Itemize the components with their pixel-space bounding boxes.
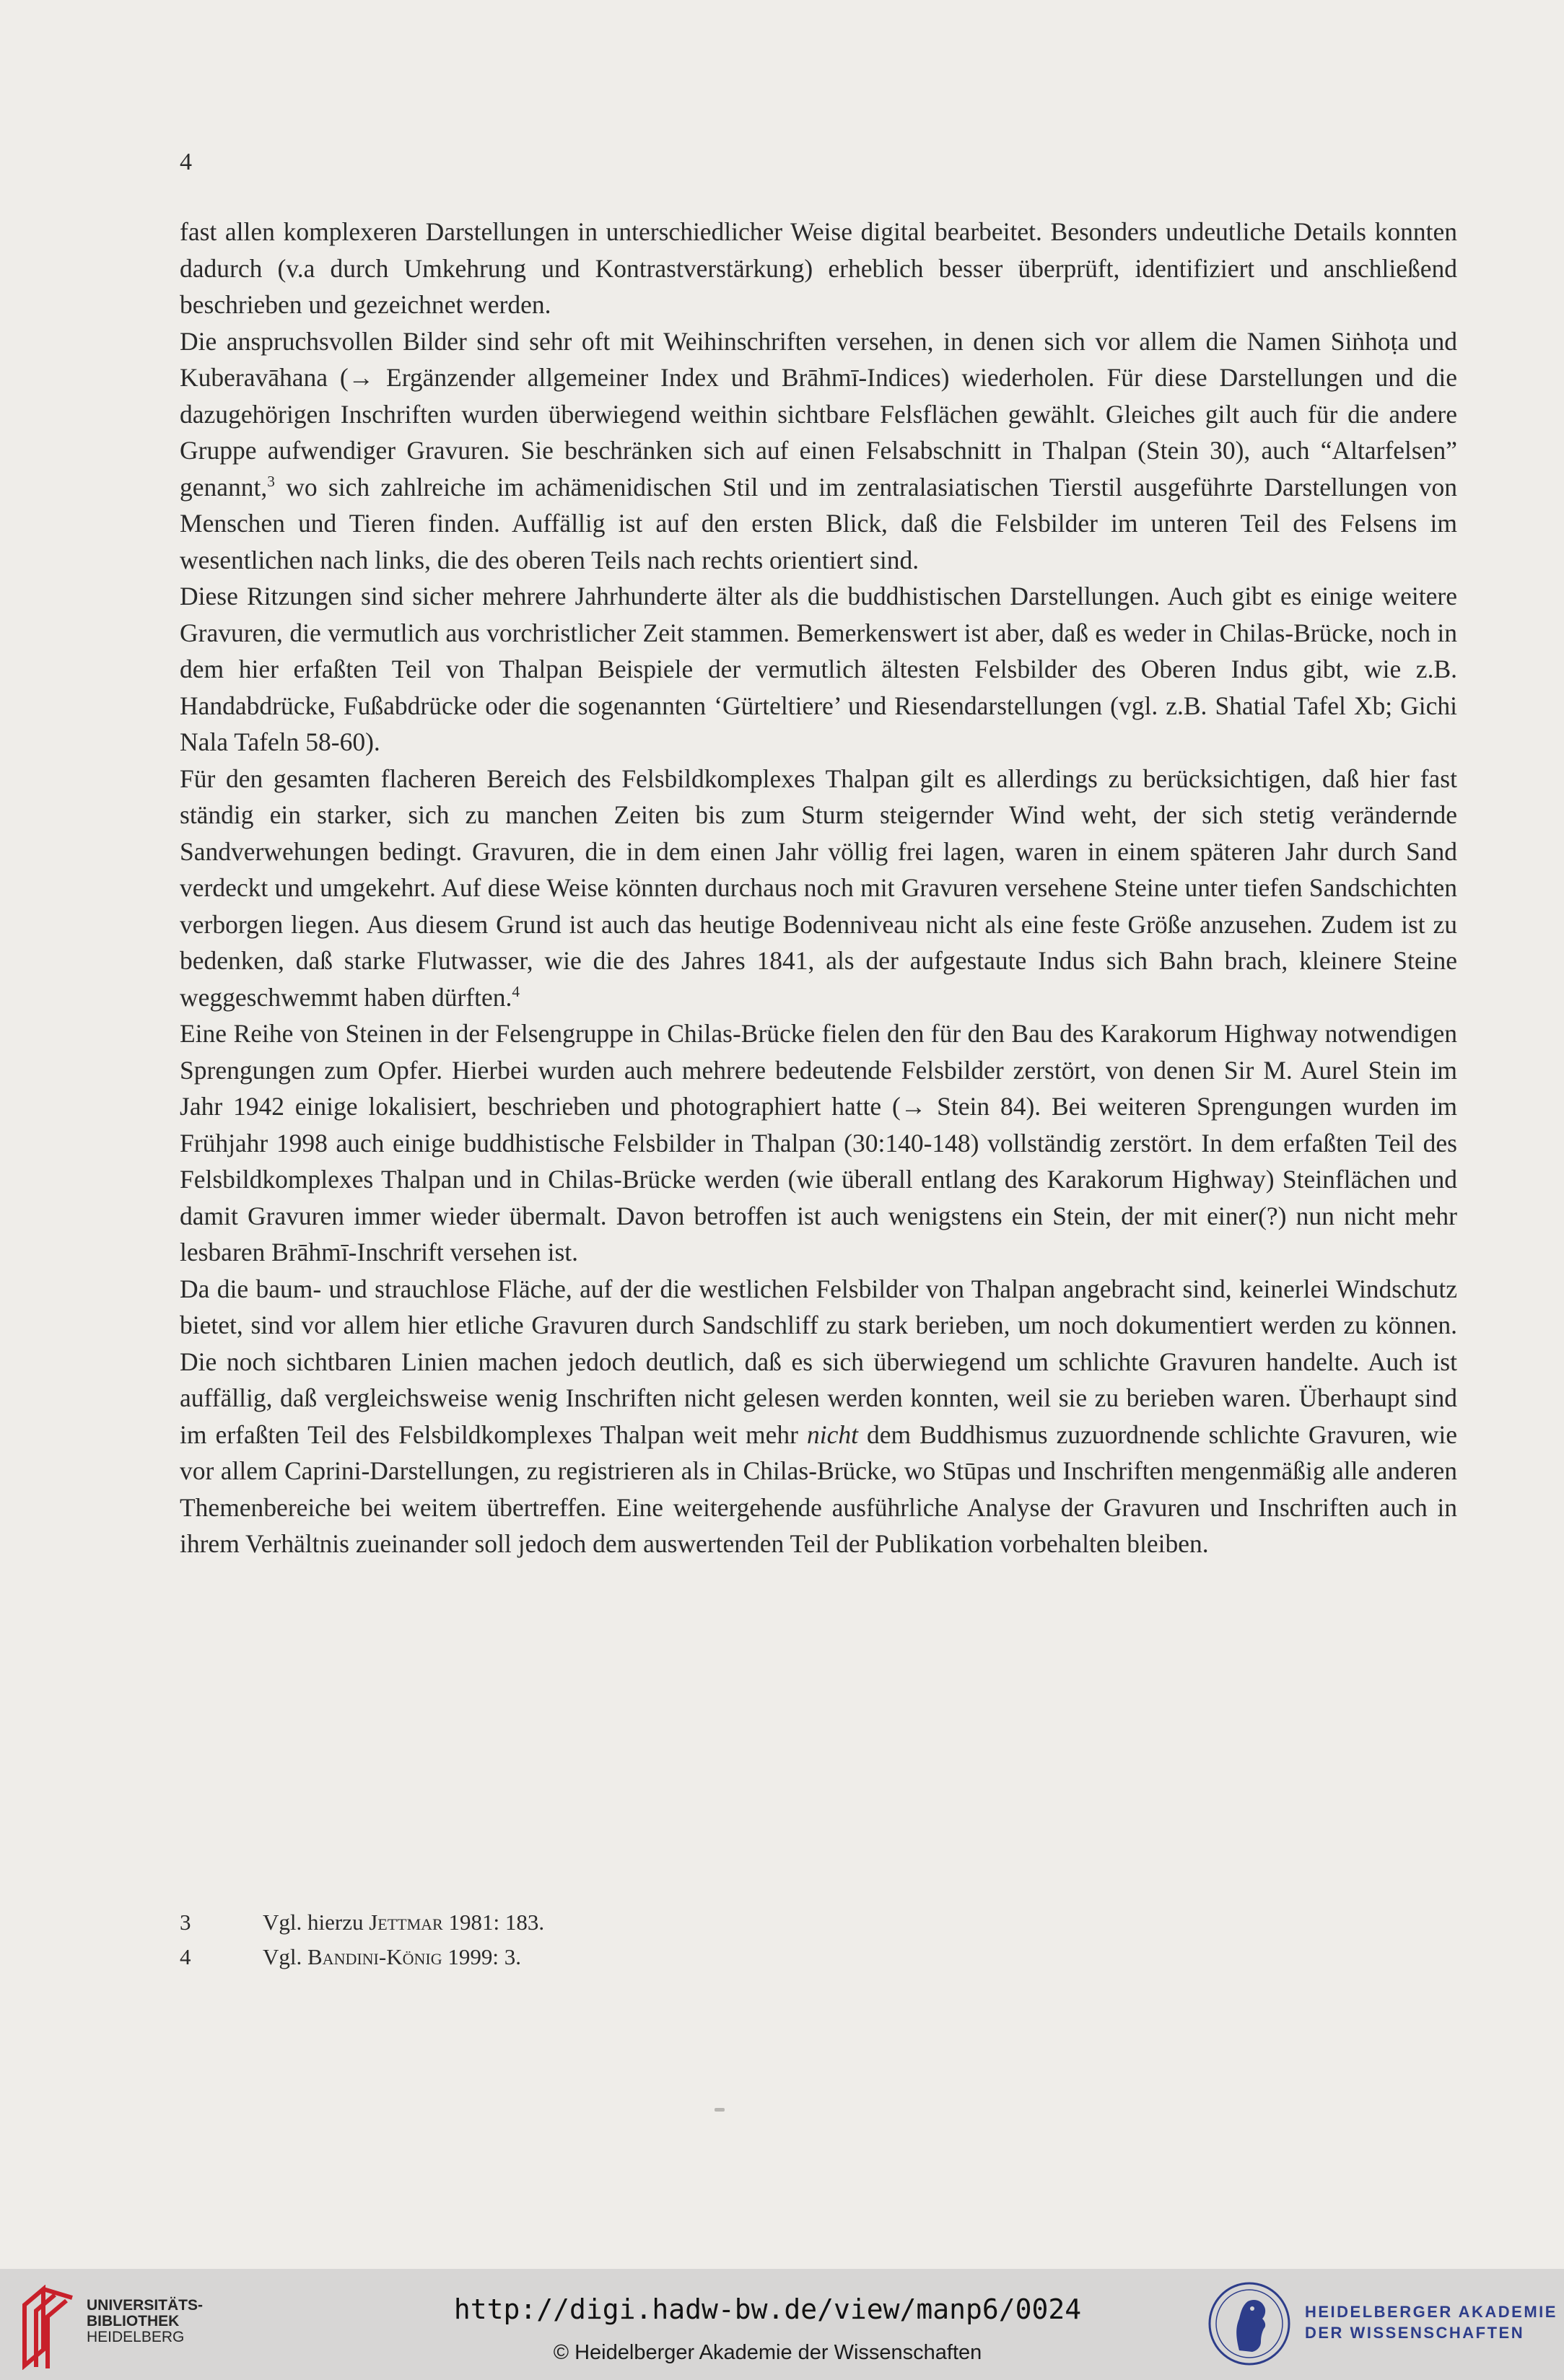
footnote-ref: 3	[267, 472, 275, 490]
stray-mark	[715, 2108, 725, 2112]
academy-seal-icon	[1207, 2281, 1291, 2366]
text-run: dem Buddhismus zuzuordnende schlichte Gravuren, wie vor allem Caprini-Darstellungen, zu registrieren als in Chilas-Brücke, wo Stūpas und Inschriften mengenmäßig alle anderen Themenbereiche bei weitem übertreffen. Eine weitergehende ausführliche Analyse der Gravuren und Inschriften auch in ihrem Verhältnis zueinander soll jedoch dem auswertenden Teil der Publikation vorbehalten bleiben.	[180, 1419, 1458, 1558]
body-paragraph	[180, 1271, 1457, 1562]
body-paragraph	[180, 578, 1457, 761]
footnote-3	[180, 1905, 1262, 1940]
footnotes	[180, 1905, 1262, 1974]
body-paragraph	[180, 1015, 1457, 1271]
digital-url[interactable]: http://digi.hadw-bw.de/view/manp6/0024	[453, 2293, 1082, 2325]
text-run: Da die baum- und strauchlose Fläche, auf der die westlichen Felsbilder von Thalpan angebracht sind, keinerlei Windschutz bietet, sind vor allem hier etliche Gravuren durch Sandschliff zu stark berieben, um noch dokumentiert werden zu können. Die noch sichtbaren Linien machen jedoch deutlich, daß es sich überwiegend um schlichte Gravuren handelte. Auch ist auffällig, daß vergleichsweise wenig Inschriften nicht gelesen werden konnten, weil sie zu berieben waren. Überhaupt sind im erfaßten Teil des Felsbildkomplexes Thalpan weit mehr	[180, 1274, 1457, 1449]
body-text	[180, 214, 1457, 1562]
page-number: 4	[180, 149, 192, 175]
footnote-author: Bandini-König	[307, 1944, 442, 1969]
text-run: Die anspruchsvollen Bilder sind sehr oft mit Weihinschriften versehen, in denen sich vor allem die Namen Siṅhoṭa und Kuberavāhana (→ Ergänzender allgemeiner Index und Brāhmī-Indices) wiederholen. Für diese Darstellungen und die dazugehörigen Inschriften wurden überwiegend weithin sichtbare Felsflächen gewählt. Gleiches gilt auch für die andere Gruppe aufwendiger Gravuren. Sie beschränken sich auf einen Felsabschnitt in Thalpan (Stein 30), auch “Altarfelsen” genannt,	[180, 326, 1457, 502]
text-run: fast allen komplexeren Darstellungen in unterschiedlicher Weise digital bearbeitet. Besonders undeutliche Details konnten dadurch (v.a durch Umkehrung und Kontrastverstärkung) erheblich besser überprüft, identifiziert und anschließend beschrieben und gezeichnet werden.	[180, 217, 1457, 319]
footnote-author: Jettmar	[369, 1909, 443, 1935]
library-name: UNIVERSITÄTS- BIBLIOTHEK HEIDELBERG	[87, 2297, 204, 2345]
footnote-number: 3	[180, 1909, 191, 1935]
footer-bar	[0, 2269, 1564, 2380]
text-run: Eine Reihe von Steinen in der Felsengruppe in Chilas-Brücke fielen den für den Bau des Karakorum Highway notwendigen Sprengungen zum Opfer. Hierbei wurden auch mehrere bedeutende Felsbilder zerstört, von denen Sir M. Aurel Stein im Jahr 1942 einige lokalisiert, beschrieben und photographiert hatte (→ Stein 84). Bei weiteren Sprengungen wurden im Frühjahr 1998 auch einige buddhistische Felsbilder in Thalpan (30:140-148) vollständig zerstört. In dem erfaßten Teil des Felsbildkomplexes Thalpan und in Chilas-Brücke werden (wie überall entlang des Karakorum Highway) Steinflächen und damit Gravuren immer wieder übermalt. Davon betroffen ist auch wenigstens ein Stein, der mit einer(?) nun nicht mehr lesbaren Brāhmī-Inschrift versehen ist.	[180, 1019, 1457, 1266]
footnote-number: 4	[180, 1944, 191, 1969]
footnote-4	[180, 1940, 1262, 1974]
footnote-ref: 4	[512, 982, 520, 1000]
text-run: Für den gesamten flacheren Bereich des Felsbildkomplexes Thalpan gilt es allerdings zu berücksichtigen, daß hier fast ständig ein starker, sich zu manchen Zeiten bis zum Sturm steigernder Wind weht, der sich stetig verändernde Sandverwehungen bedingt. Gravuren, die in dem einen Jahr völlig frei lagen, waren in einem späteren Jahr durch Sand verdeckt und umgekehrt. Auf diese Weise könnten durchaus noch mit Gravuren versehene Steine unter tiefen Sandschichten verborgen liegen. Aus diesem Grund ist auch das heutige Bodenniveau nicht als eine feste Größe anzusehen. Zudem ist zu bedenken, daß starke Flutwasser, wie die des Jahres 1841, als der aufgestaute Indus sich Bahn brach, kleinere Steine weggeschwemmt haben dürften.	[180, 764, 1457, 1012]
body-paragraph	[180, 323, 1457, 579]
text-run: Diese Ritzungen sind sicher mehrere Jahrhunderte älter als die buddhistischen Darstellungen. Auch gibt es einige weitere Gravuren, die vermutlich aus vorchristlicher Zeit stammen. Bemerkenswert ist aber, daß es weder in Chilas-Brücke, noch in dem hier erfaßten Teil von Thalpan Beispiele der vermutlich ältesten Felsbilder des Oberen Indus gibt, wie z.B. Handabdrücke, Fußabdrücke oder die sogenannten ‘Gürteltiere’ und Riesendarstellungen (vgl. z.B. Shatial Tafel Xb; Gichi Nala Tafeln 58-60).	[180, 582, 1457, 756]
body-paragraph	[180, 214, 1457, 323]
copyright-notice: © Heidelberger Akademie der Wissenschaften	[553, 2341, 982, 2364]
academy-name: HEIDELBERGER AKADEMIE DER WISSENSCHAFTEN	[1305, 2303, 1558, 2342]
emphasis: nicht	[806, 1419, 858, 1449]
footnote-text: Vgl. hierzu Jettmar 1981: 183.	[263, 1909, 545, 1935]
footnote-text: Vgl. Bandini-König 1999: 3.	[263, 1944, 521, 1969]
body-paragraph	[180, 761, 1457, 1016]
text-run: wo sich zahlreiche im achämenidischen Stil und im zentralasiatischen Tierstil ausgeführte Darstellungen von Menschen und Tieren finden. Auffällig ist auf den ersten Blick, daß die Felsbilder im unteren Teil des Felsens im wesentlichen nach links, die des oberen Teils nach rechts orientiert sind.	[180, 472, 1457, 574]
